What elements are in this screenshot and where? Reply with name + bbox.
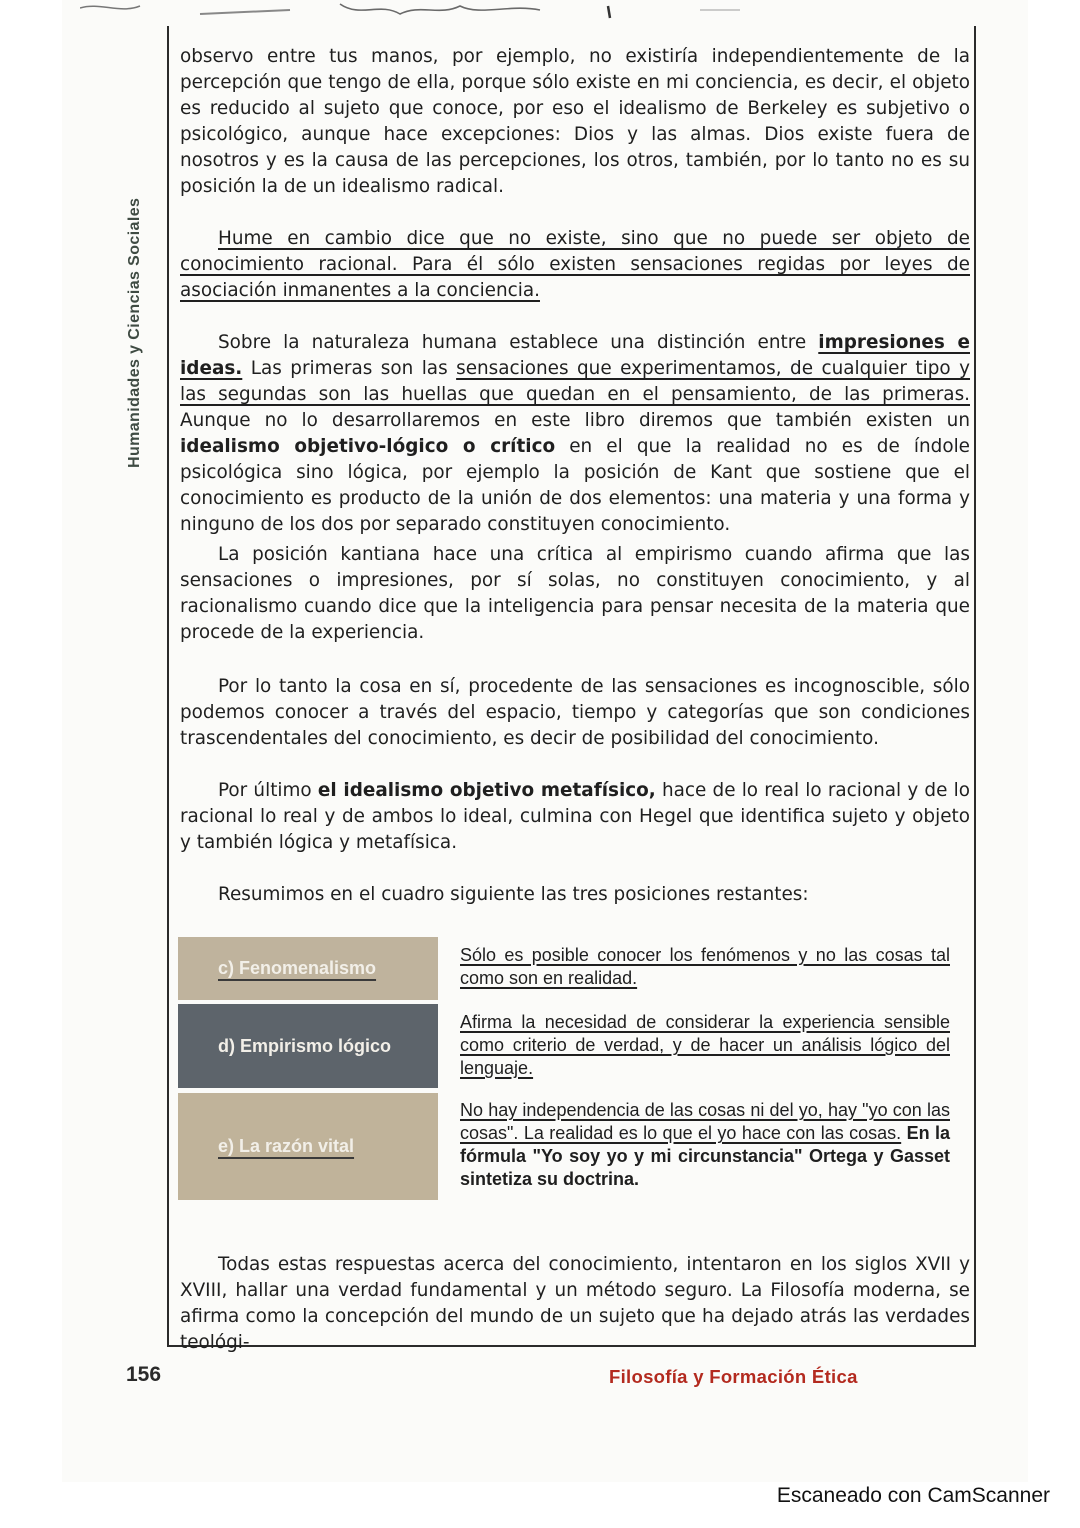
summary-def-razon-vital: No hay independencia de las cosas ni del yo, hay "yo con las cosas". La realidad es lo que el yo hace con las cosas. En la fórmula "Yo soy yo y mi circunstancia" Ortega y Gasset sintetiza su doctrina.: [460, 1100, 951, 1189]
paragraph-cosa-en-si: Por lo tanto la cosa en sí, procedente de las sensaciones es incognoscible, sólo podemos conocer a través del espacio, tiempo y categorías que son condiciones trascendentales del conocimiento, es decir de posibilidad del conocimiento.: [180, 676, 970, 749]
page-number: 156: [126, 1363, 162, 1386]
paragraph-resumen: Resumimos en el cuadro siguiente las tres posiciones restantes:: [218, 884, 809, 905]
summary-def-empirismo: Afirma la necesidad de considerar la experiencia sensible como criterio de verdad, y de hacer un análisis lógico del lenguaje.: [460, 1012, 950, 1078]
paragraph-hume: Hume en cambio dice que no existe, sino que no puede ser objeto de conocimiento racional. Para él sólo existen sensaciones regidas por leyes de asociación inmanentes a la conciencia.: [180, 228, 970, 301]
summary-def-fenomenalismo: Sólo es posible conocer los fenómenos y no las cosas tal como son en realidad.: [460, 945, 950, 988]
summary-label-fenomenalismo: c) Fenomenalismo: [178, 937, 438, 1000]
paragraph-berkeley: observo entre tus manos, por ejemplo, no existiría independientemente de la percepción que tengo de ella, porque sólo existe en mi conciencia, es decir, el objeto es reducido al sujeto que conoce, por eso el idealismo de Berkeley es subjetivo o psicológico, aunque hace excepciones: Dios y las almas. Dios existe fuera de nosotros y es la causa de las percepciones, los otros, también, por lo tanto no es su posición la de un idealismo radical.: [180, 46, 970, 197]
paragraph-impresiones: Sobre la naturaleza humana establece una distinción entre impresiones e ideas. Las primeras son las sensaciones que experimentamos, de cualquier tipo y las segundas son las huellas que quedan en el pensamiento, de las primeras. Aunque no lo desarrollaremos en este libro diremos que también existen un idealismo objetivo-lógico o crítico en el que la realidad no es de índole psicológica sino lógica, por ejemplo la posición de Kant que sostiene que el conocimiento es producto de la unión de dos elementos: una materia y una forma y ninguno de los dos por separado constituyen conocimiento.: [180, 332, 971, 535]
handwritten-scribble: [80, 0, 780, 22]
summary-label-razon-vital: e) La razón vital: [178, 1093, 438, 1200]
summary-label-empirismo: d) Empirismo lógico: [178, 1004, 438, 1088]
section-side-label: Humanidades y Ciencias Sociales: [126, 197, 143, 468]
paragraph-kant: La posición kantiana hace una crítica al empirismo cuando afirma que las sensaciones o impresiones, por sí solas, no constituyen conocimiento, y al racionalismo cuando dice que la inteligencia para pensar necesita de la materia que procede de la experiencia.: [180, 544, 970, 643]
paragraph-conclusion: Todas estas respuestas acerca del conocimiento, intentaron en los siglos XVII y XVIII, hallar una verdad fundamental y un método seguro. La Filosofía moderna, se afirma como la concepción del mundo de un sujeto que ha dejado atrás las verdades teológi-: [180, 1254, 970, 1353]
book-title: Filosofía y Formación Ética: [609, 1366, 858, 1387]
paragraph-hegel: Por último el idealismo objetivo metafísico, hace de lo real lo racional y de lo racional lo real y de ambos lo ideal, culmina con Hegel que identifica sujeto y objeto y también lógica y metafísica.: [180, 780, 970, 853]
scanner-watermark: Escaneado con CamScanner: [776, 1484, 1050, 1507]
